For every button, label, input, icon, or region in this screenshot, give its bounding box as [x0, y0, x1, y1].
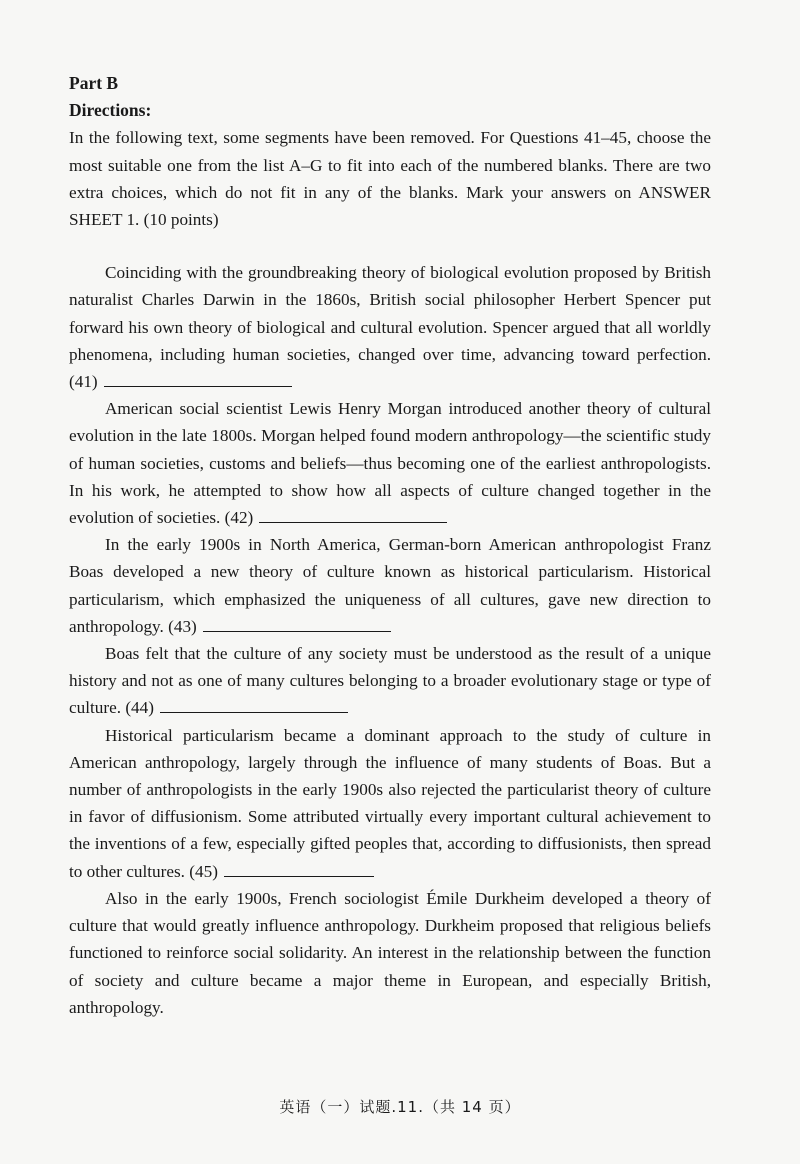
- exam-page: [69, 70, 711, 1021]
- answer-blank-41: [104, 370, 292, 387]
- question-number-43: (43): [168, 616, 197, 636]
- paragraph-4: Boas felt that the culture of any society must be understood as the result of a unique history and not as one of many cultures belonging to a broader evolutionary stage or type of culture. (44): [69, 644, 711, 718]
- directions-section: [69, 70, 711, 233]
- answer-blank-42: [259, 506, 447, 523]
- paragraph-5: Historical particularism became a dominant approach to the study of culture in American anthropology, largely through the influence of many students of Boas. But a number of anthropologists in the early 1900s also rejected the particularist theory of culture in favor of diffusionism. Some attributed virtually every important cultural achievement to the inventions of a few, especially gifted peoples that, according to diffusionists, then spread to other cultures. (45): [69, 725, 711, 881]
- question-number-44: (44): [125, 698, 154, 718]
- paragraph-2: American social scientist Lewis Henry Morgan introduced another theory of cultural evolution in the late 1800s. Morgan helped found modern anthropology—the scientific study of human societies, customs and beliefs—thus becoming one of the earliest anthropologists. In his work, he attempted to show how all aspects of culture changed together in the evolution of societies. (42): [69, 399, 711, 528]
- question-number-42: (42): [224, 508, 254, 528]
- answer-blank-45: [224, 860, 374, 877]
- question-number-45: (45): [189, 861, 218, 881]
- paragraph-6: Also in the early 1900s, French sociologist Émile Durkheim developed a theory of culture that would greatly influence anthropology. Durkheim proposed that religious beliefs functioned to reinforce social solidarity. An interest in the relationship between the function of society and culture became a major theme in European, and especially British, anthropology.: [69, 888, 711, 1017]
- directions-label: Directions:: [69, 100, 152, 121]
- paragraph-3: In the early 1900s in North America, German-born American anthropologist Franz Boas developed a new theory of culture known as historical particularism. Historical particularism, which emphasized the uniqueness of all cultures, gave new direction to anthropology. (43): [69, 535, 711, 636]
- question-number-41: (41): [69, 372, 98, 392]
- directions-text: In the following text, some segments have been removed. For Questions 41–45, choose the most suitable one from the list A–G to fit into each of the numbered blanks. There are two extra choices, which do not fit in any of the blanks. Mark your answers on ANSWER SHEET 1. (10 points): [69, 128, 711, 230]
- paragraph-1: Coinciding with the groundbreaking theory of biological evolution proposed by British naturalist Charles Darwin in the 1860s, British social philosopher Herbert Spencer put forward his own theory of biological and cultural evolution. Spencer argued that all worldly phenomena, including human societies, changed over time, advancing toward perfection. (41): [69, 263, 711, 392]
- answer-blank-43: [203, 615, 391, 632]
- passage: [69, 259, 711, 1021]
- page-footer: 英语（一）试题.11.（共 14 页）: [279, 1098, 521, 1116]
- answer-blank-44: [160, 696, 348, 713]
- part-heading: Part B: [69, 73, 119, 93]
